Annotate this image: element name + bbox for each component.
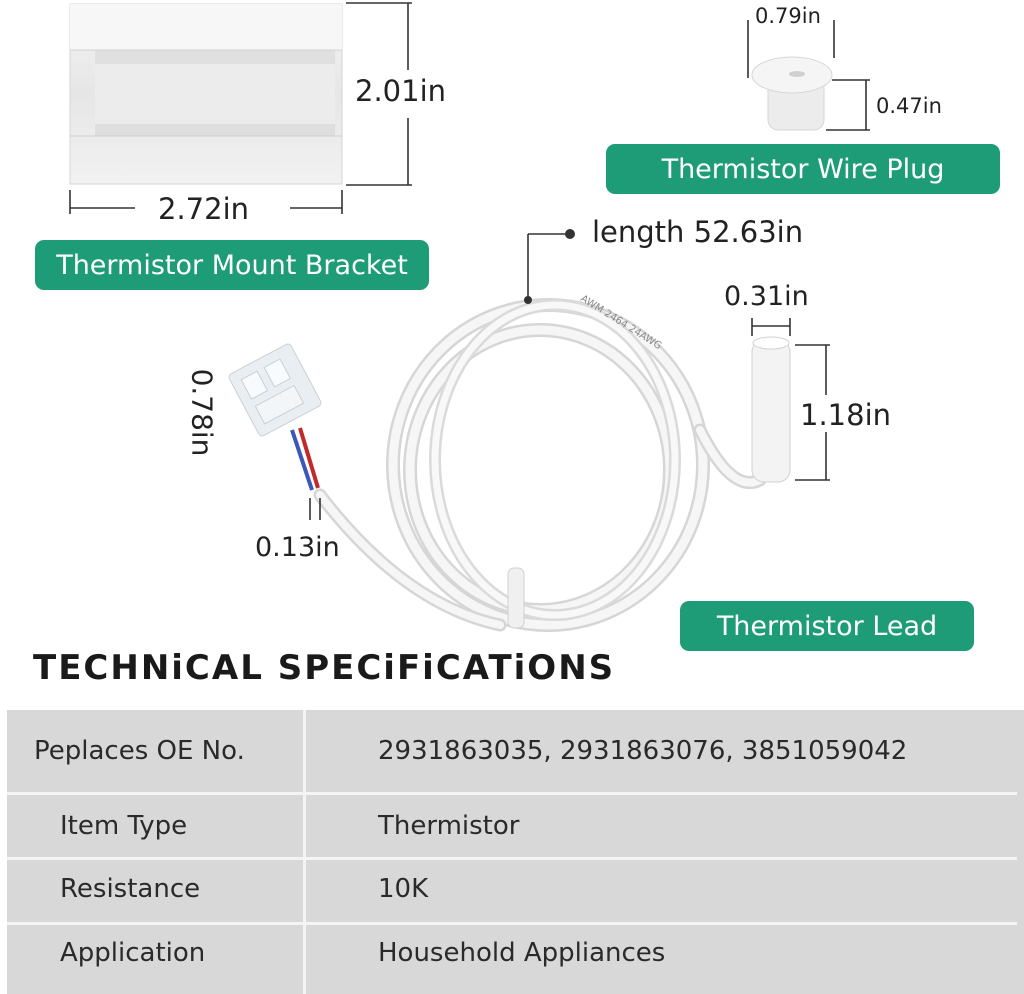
spec-value-type: Thermistor [378, 811, 520, 841]
spec-label-oe: Peplaces OE No. [34, 736, 245, 766]
table-divider [303, 710, 306, 994]
thermistor-lead-image [320, 305, 760, 628]
wire-width-label: 0.13in [255, 532, 340, 563]
spec-value-application: Household Appliances [378, 938, 666, 968]
row-separator [7, 857, 1017, 860]
mount-bracket-image [70, 4, 342, 184]
plug-height-label: 0.47in [876, 94, 942, 118]
mount-bracket-badge: Thermistor Mount Bracket [35, 240, 429, 290]
row-separator [7, 792, 1017, 795]
spec-label-application: Application [60, 938, 206, 968]
connector-size-label: 0.78in [185, 368, 219, 457]
specs-title: TECHNiCAL SPECiFiCATiONS [33, 648, 616, 688]
cable-length-label: length 52.63in [592, 215, 804, 249]
plug-width-label: 0.79in [755, 4, 821, 28]
probe-width-label: 0.31in [724, 281, 809, 312]
cable-print: AWM 2464 24AWG [578, 293, 664, 352]
spec-label-type: Item Type [60, 811, 188, 841]
spec-label-resistance: Resistance [60, 874, 201, 904]
wire-plug-badge: Thermistor Wire Plug [606, 144, 1000, 194]
bracket-width-label: 2.72in [158, 192, 250, 226]
thermistor-lead-badge: Thermistor Lead [680, 601, 974, 651]
probe-height-label: 1.18in [800, 398, 892, 432]
spec-value-oe: 2931863035, 2931863076, 3851059042 [378, 736, 908, 766]
row-separator [7, 922, 1017, 925]
probe-image [752, 337, 790, 482]
connector-image [228, 343, 323, 438]
wire-plug-image [752, 57, 832, 130]
spec-value-resistance: 10K [378, 874, 429, 904]
bracket-height-label: 2.01in [355, 74, 447, 108]
